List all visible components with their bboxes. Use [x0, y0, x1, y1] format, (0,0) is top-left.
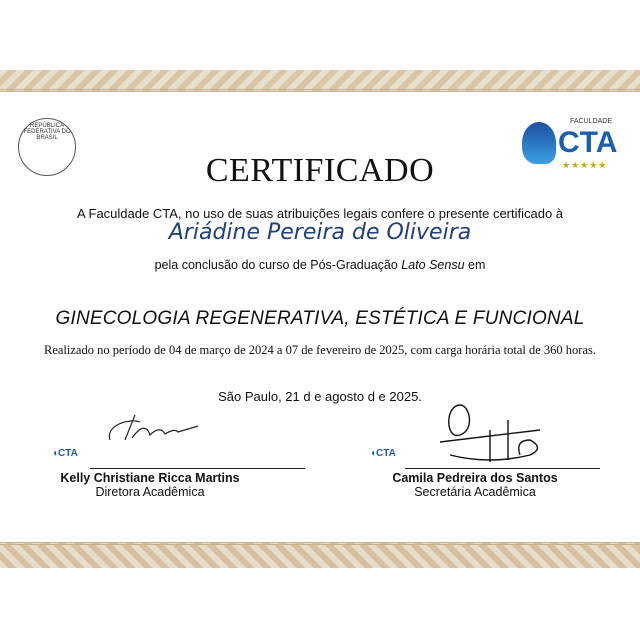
logo-top-text: FACULDADE: [570, 118, 613, 125]
course-name: GINECOLOGIA REGENERATIVA, ESTÉTICA E FUNCIONAL: [55, 308, 585, 329]
signature-block-2: [370, 468, 580, 499]
intro-text: A Faculdade CTA, no uso de suas atribuições legais confere o presente certificado à: [76, 206, 564, 221]
place-date: São Paulo, 21 d e agosto d e 2025.: [218, 389, 422, 404]
signature-block-1: [45, 468, 255, 499]
signer-role: Secretária Acadêmica: [414, 485, 536, 499]
seal-text: REPÚBLICA FEDERATIVA DO BRASIL: [23, 123, 71, 141]
conclusion-text: [0, 258, 640, 272]
lato-sensu: Lato Sensu: [401, 258, 465, 272]
decorative-border-bottom: [0, 542, 640, 568]
signer-name: Kelly Christiane Ricca Martins: [60, 471, 240, 485]
logo-name: CTA: [558, 126, 618, 159]
certificate-title: CERTIFICADO: [205, 152, 435, 189]
recipient-name: Ariádine Pereira de Oliveira: [168, 220, 472, 245]
conclusion-prefix: pela conclusão do curso de Pós-Graduação: [154, 258, 402, 272]
cta-mini-logo-right: ◖CTA: [370, 448, 396, 459]
signature-kelly: [100, 410, 200, 450]
period-text: Realizado no período de 04 de março de 2024 a 07 de fevereiro de 2025, com carga horária total de 360 horas.: [44, 343, 596, 357]
stars-icon: ★★★★★: [562, 160, 608, 170]
signer-name: Camila Pedreira dos Santos: [392, 471, 558, 485]
signature-camila: [430, 400, 550, 470]
cta-mini-logo-left: ◖CTA: [52, 448, 78, 459]
signature-line: [405, 468, 600, 469]
signature-line: [90, 468, 305, 469]
signer-role: Diretora Acadêmica: [95, 485, 205, 499]
decorative-border-top: [0, 70, 640, 92]
conclusion-suffix: em: [464, 258, 486, 272]
